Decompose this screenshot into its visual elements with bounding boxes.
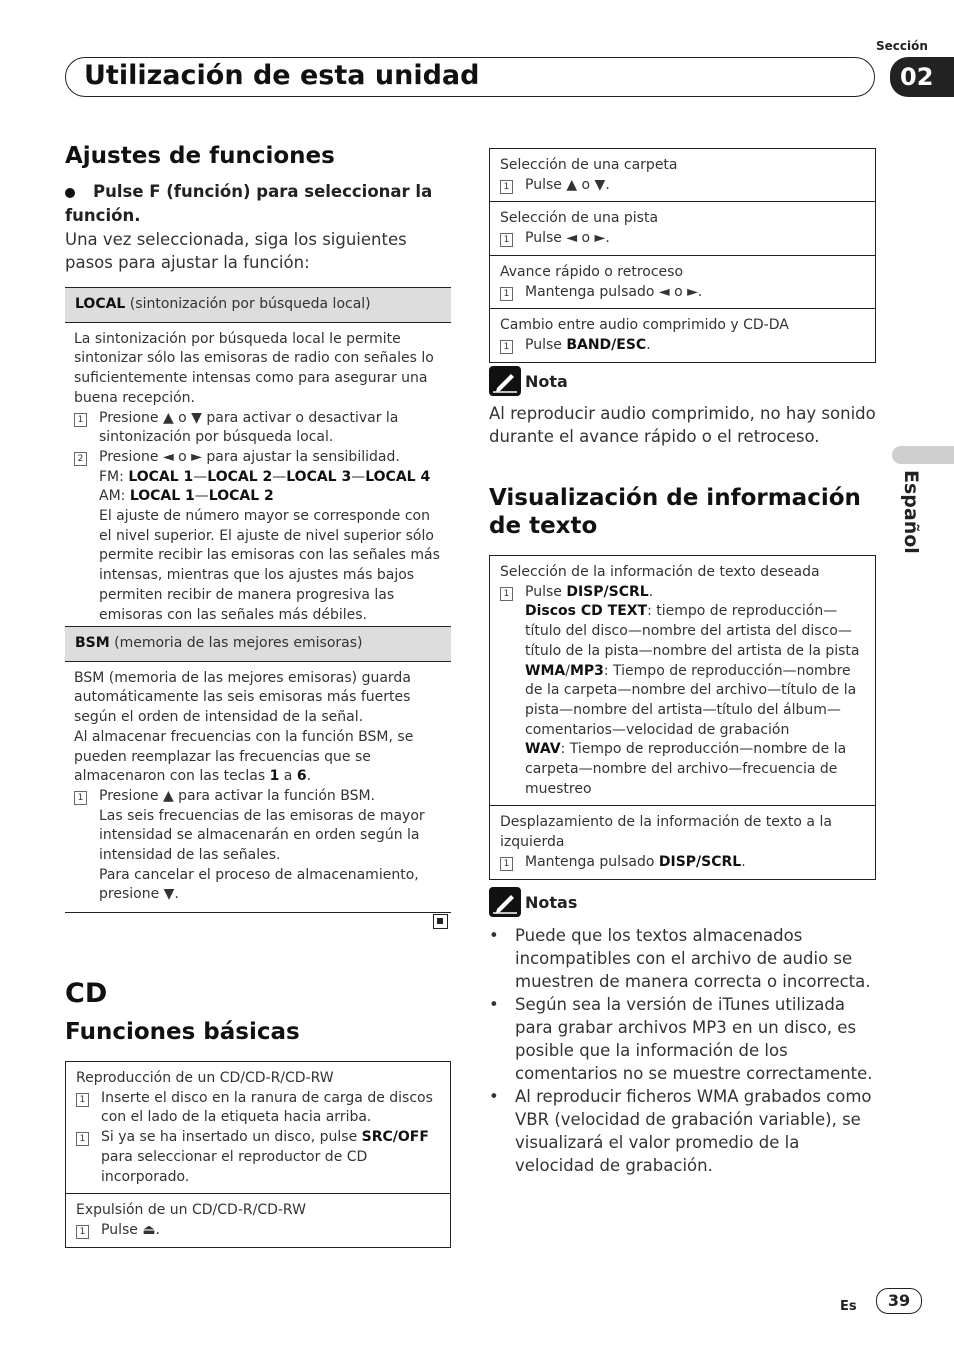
step-number: 2	[74, 452, 87, 466]
local-body	[65, 323, 451, 626]
row-step-text: Si ya se ha insertado un disco, pulse	[101, 1129, 362, 1146]
step-number: 1	[76, 1225, 89, 1239]
footer-lang-code: Es	[840, 1299, 857, 1314]
list-item: • Según sea la versión de iTunes utilizada para grabar archivos MP3 en un disco, es posible que la información de los comentarios no se muestre correctamente.	[489, 993, 876, 1085]
bsm-description-1: BSM (memoria de las mejores emisoras) guarda automáticamente las seis emisoras más fuertes según el orden de intensidad de la señal.	[74, 669, 411, 726]
fm-local-4: LOCAL 4	[365, 468, 431, 485]
step-number: 1	[500, 287, 513, 301]
row-step	[500, 583, 865, 800]
fm-prefix: FM:	[99, 468, 129, 485]
row-step-text: .	[741, 853, 746, 870]
step-number: 1	[74, 413, 87, 427]
bsm-desc-2-end: .	[306, 768, 312, 785]
row-step-text: Mantenga pulsado	[525, 853, 659, 870]
funciones-heading: Funciones básicas	[65, 1019, 300, 1045]
row-title: Reproducción de un CD/CD-R/CD-RW	[76, 1070, 334, 1086]
cd-section	[65, 978, 451, 1045]
separator: —	[351, 468, 366, 485]
separator: —	[193, 468, 208, 485]
row-step	[76, 1221, 440, 1241]
row-step	[500, 336, 865, 356]
row-step-text: Inserte el disco en la ranura de carga de discos con el lado de la etiqueta hacia arriba.	[101, 1089, 433, 1126]
ajustes-heading: Ajustes de funciones	[65, 143, 335, 169]
row-step-text: .	[646, 336, 651, 353]
step-number: 1	[500, 233, 513, 247]
row-title: Selección de una pista	[500, 210, 659, 227]
wav-desc: : Tiempo de reproducción—nombre de la carpeta—nombre del archivo—frecuencia de muestreo	[525, 741, 847, 797]
end-mark-icon	[433, 914, 448, 929]
separator: —	[194, 488, 209, 505]
note-block	[489, 366, 876, 448]
table-row	[490, 202, 875, 255]
bsm-description-2	[74, 728, 443, 787]
step-number: 1	[76, 1093, 89, 1107]
step-number: 1	[76, 1132, 89, 1146]
bullet-dot-icon	[65, 188, 75, 198]
local-section	[65, 287, 451, 625]
section-label: Sección	[876, 39, 928, 53]
fm-local-3: LOCAL 3	[286, 468, 352, 485]
separator: —	[272, 468, 287, 485]
list-item: • Al reproducir ficheros WMA grabados como VBR (velocidad de grabación variable), se visualizará el valor promedio de la velocidad de grabación.	[489, 1085, 876, 1177]
src-off-key: SRC/OFF	[361, 1129, 429, 1146]
table-row	[490, 556, 875, 806]
local-step-2-text: Presione ◄ o ► para ajustar la sensibilidad.	[99, 448, 400, 465]
bullet-instruction-text: Pulse F (función) para seleccionar la función.	[65, 182, 433, 225]
step-number: 1	[74, 791, 87, 805]
page-number: 39	[876, 1288, 922, 1314]
local-label: LOCAL	[75, 296, 126, 312]
row-step	[500, 853, 865, 873]
row-title: Cambio entre audio comprimido y CD-DA	[500, 317, 789, 334]
local-step-2	[74, 448, 443, 625]
bsm-label-desc: (memoria de las mejores emisoras)	[109, 635, 363, 651]
cd-table-row	[66, 1194, 450, 1246]
step-number: 1	[500, 340, 513, 354]
bsm-desc-2-text: Al almacenar frecuencias con la función BSM, se pueden reemplazar las frecuencias que se almacenaron con las teclas	[74, 728, 414, 785]
notes-header	[489, 887, 876, 917]
table-row	[490, 149, 875, 202]
visualizacion-heading-block	[489, 484, 876, 540]
row-step-text: Pulse ◄ o ►.	[525, 230, 610, 247]
bsm-step-1	[74, 787, 443, 905]
row-step	[500, 283, 865, 303]
local-header-bar	[65, 287, 451, 323]
bsm-step-1-text: Presione ▲ para activar la función BSM.	[99, 787, 375, 804]
bsm-step-1-desc: Las seis frecuencias de las emisoras de mayor intensidad se almacenarán en orden según la intensidad de las señales.	[99, 807, 425, 864]
discos-cd-text-label: Discos CD TEXT	[525, 603, 648, 620]
row-step-text: .	[648, 583, 654, 600]
bullet-instruction	[65, 180, 451, 228]
cd-table-row	[66, 1062, 450, 1194]
cd-table	[65, 1061, 451, 1248]
band-esc-key: BAND/ESC	[566, 336, 647, 353]
wma-mp3-desc: : Tiempo de reproducción—nombre de la carpeta—nombre del archivo—título de la pista—nombre del artista—título del álbum—comentarios—velocidad de grabación	[525, 662, 857, 738]
wma-label: WMA	[525, 662, 566, 679]
bsm-label: BSM	[75, 635, 110, 651]
bsm-header-bar	[65, 626, 451, 662]
key-1: 1	[269, 768, 280, 785]
key-6: 6	[296, 768, 307, 785]
bsm-desc-2-connector: a	[279, 768, 297, 785]
local-description: La sintonización por búsqueda local le permite sintonizar sólo las emisoras de radio con señales lo suficientemente intensas como para asegurar una buena recepción.	[74, 330, 434, 406]
cd-heading: CD	[65, 978, 108, 1009]
row-step-text: Pulse	[525, 583, 567, 600]
left-column	[65, 143, 451, 274]
fm-local-1: LOCAL 1	[128, 468, 194, 485]
notes-list	[489, 924, 876, 1177]
section-number: 02	[890, 57, 954, 97]
row-step-text: Pulse ▲ o ▼.	[525, 176, 610, 193]
row-title: Selección de una carpeta	[500, 157, 678, 173]
row-title: Selección de la información de texto deseada	[500, 564, 820, 580]
step-number: 1	[500, 180, 513, 194]
disp-scrl-key: DISP/SCRL	[566, 583, 649, 600]
text-info-table	[489, 555, 876, 880]
local-step-1	[74, 409, 443, 448]
disp-scrl-key: DISP/SCRL	[658, 853, 742, 870]
am-local-2: LOCAL 2	[208, 488, 274, 505]
row-step	[500, 176, 865, 196]
row-title: Desplazamiento de la información de texto a la izquierda	[500, 814, 832, 851]
note-header	[489, 366, 876, 396]
page-title: Utilización de esta unidad	[84, 60, 480, 91]
row-step	[76, 1128, 440, 1187]
table-row	[490, 806, 875, 878]
list-item: • Puede que los textos almacenados incompatibles con el archivo de audio se muestren de manera correcta o incorrecta.	[489, 924, 876, 993]
pencil-note-icon	[489, 887, 521, 917]
separator: /	[565, 662, 570, 679]
wav-label: WAV	[525, 741, 561, 758]
pencil-note-icon	[489, 366, 521, 396]
row-step-text: Mantenga pulsado ◄ o ►.	[525, 283, 703, 300]
language-label: Español	[900, 470, 922, 554]
fm-local-2: LOCAL 2	[207, 468, 273, 485]
mp3-label: MP3	[569, 662, 604, 679]
am-local-1: LOCAL 1	[129, 488, 195, 505]
notes-title: Notas	[525, 892, 578, 912]
row-title: Expulsión de un CD/CD-R/CD-RW	[76, 1202, 306, 1219]
local-label-desc: (sintonización por búsqueda local)	[125, 296, 371, 312]
am-prefix: AM:	[99, 488, 130, 505]
cd-controls-table	[489, 148, 876, 363]
local-step-1-text: Presione ▲ o ▼ para activar o desactivar la sintonización por búsqueda local.	[99, 409, 399, 446]
local-step-2-desc: El ajuste de número mayor se corresponde con el nivel superior. El ajuste de nivel superior sólo permite recibir las emisoras con las señales más intensas, mientras que los ajustes más bajos permiten recibir de manera progresiva las emisoras con las señales más débiles.	[99, 508, 440, 623]
visualizacion-heading: Visualización de información de texto	[489, 485, 861, 539]
note-title: Nota	[525, 371, 568, 391]
note-text: Al reproducir audio comprimido, no hay sonido durante el avance rápido o el retroceso.	[489, 404, 876, 446]
bsm-section	[65, 626, 451, 913]
discos-cd-text-desc: : tiempo de reproducción—título del disco—nombre del artista del disco—título de la pista—nombre del artista de la pista	[525, 603, 860, 659]
bsm-body	[65, 662, 451, 913]
row-step-text: Pulse ⏏.	[101, 1221, 160, 1238]
row-step-text: para seleccionar el reproductor de CD incorporado.	[101, 1148, 368, 1185]
table-row	[490, 256, 875, 309]
table-row	[490, 309, 875, 361]
intro-text: Una vez seleccionada, siga los siguientes pasos para ajustar la función:	[65, 230, 407, 272]
bsm-step-1-cancel: Para cancelar el proceso de almacenamiento, presione ▼.	[99, 866, 419, 903]
row-step	[76, 1089, 440, 1128]
row-step-text: Pulse	[525, 336, 567, 353]
row-title: Avance rápido o retroceso	[500, 263, 684, 280]
step-number: 1	[500, 857, 513, 871]
notes-block	[489, 887, 876, 1177]
language-tab	[892, 446, 954, 464]
step-number: 1	[500, 587, 513, 601]
row-step	[500, 229, 865, 249]
